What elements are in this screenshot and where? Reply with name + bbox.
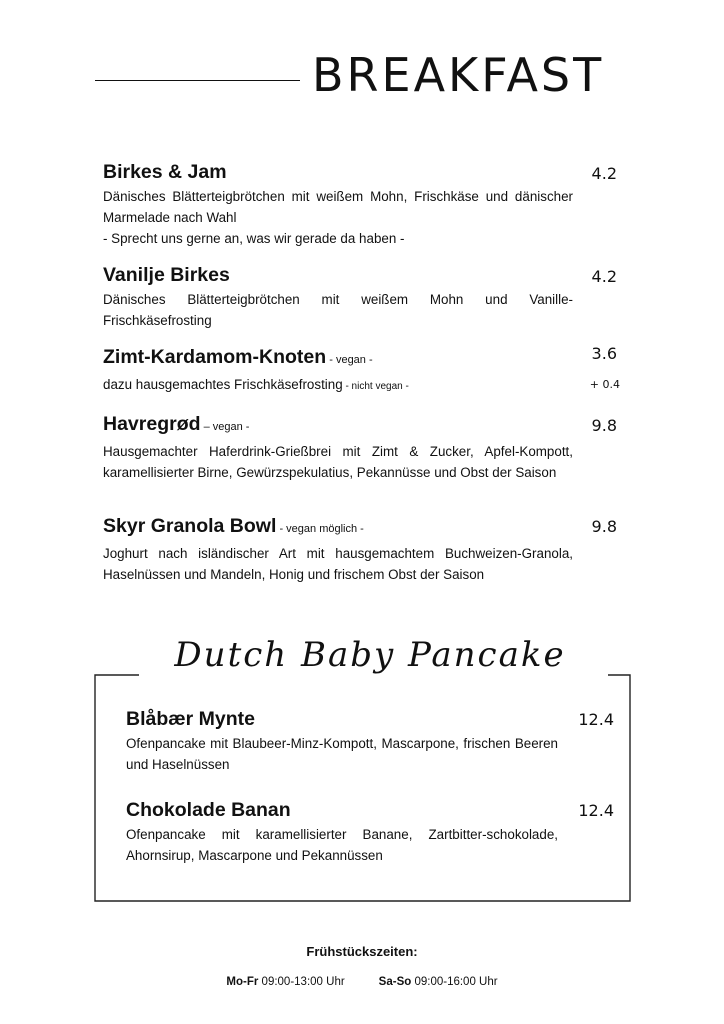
item-name: Zimt-Kardamom-Knoten xyxy=(103,346,327,368)
weekday-time: 09:00-13:00 Uhr xyxy=(258,976,345,988)
weekend-time: 09:00-16:00 Uhr xyxy=(411,976,498,988)
item-note: - Sprecht uns gerne an, was wir gerade da haben - xyxy=(103,231,405,246)
menu-item-skyr-granola-bowl xyxy=(103,514,573,585)
item-description: Ofenpancake mit Blaubeer-Minz-Kompott, Mascarpone, frischen Beeren und Haselnüssen xyxy=(126,736,558,772)
item-name: Skyr Granola Bowl xyxy=(103,515,277,537)
item-name: Chokolade Banan xyxy=(126,799,291,821)
page-title: BREAKFAST xyxy=(312,48,605,102)
item-price: 4.2 xyxy=(591,267,617,286)
item-extra-price: + 0.4 xyxy=(589,378,620,391)
hours-title: Frühstückszeiten: xyxy=(306,944,418,959)
item-name: Birkes & Jam xyxy=(103,161,227,183)
menu-item-zimt-kardamom-knoten xyxy=(103,345,573,397)
menu-item-chokolade-banan xyxy=(126,798,558,866)
header-rule xyxy=(95,80,300,81)
menu-item-birkes-jam xyxy=(103,160,573,249)
weekend-label: Sa-So xyxy=(378,976,412,988)
item-price: 4.2 xyxy=(591,164,617,183)
weekday-label: Mo-Fr xyxy=(226,976,259,988)
item-description-tag: - nicht vegan - xyxy=(342,381,409,392)
menu-item-blabaer-mynte xyxy=(126,707,558,775)
section-title: Dutch Baby Pancake xyxy=(174,635,566,675)
item-description xyxy=(103,374,573,397)
item-name: Havregrød xyxy=(103,413,201,435)
section-title-script xyxy=(150,622,590,684)
item-price: 9.8 xyxy=(591,416,617,435)
hours-row xyxy=(0,976,724,988)
item-description: Dänisches Blätterteigbrötchen mit weißem Mohn und Vanille-Frischkäsefrosting xyxy=(103,292,573,328)
item-tag: - vegan möglich - xyxy=(276,523,364,535)
menu-item-havregrod xyxy=(103,412,573,483)
item-name: Vanilje Birkes xyxy=(103,264,230,286)
item-description-text: dazu hausgemachtes Frischkäsefrosting xyxy=(103,377,343,392)
item-price: 12.4 xyxy=(578,710,614,729)
menu-item-vanilje-birkes xyxy=(103,263,573,331)
item-tag: – vegan - xyxy=(200,421,250,433)
item-description: Ofenpancake mit karamellisierter Banane, Zartbitter-schokolade, Ahornsirup, Mascarpone und Pekannüssen xyxy=(126,827,558,863)
item-description: Joghurt nach isländischer Art mit hausgemachtem Buchweizen-Granola, Haselnüssen und Mandeln, Honig und frischem Obst der Saison xyxy=(103,546,573,582)
item-description: Hausgemachter Haferdrink-Grießbrei mit Zimt & Zucker, Apfel-Kompott, karamellisierter Birne, Gewürzspekulatius, Pekannüsse und Obst der Saison xyxy=(103,444,573,480)
item-price: 12.4 xyxy=(578,801,614,820)
item-name: Blåbær Mynte xyxy=(126,708,255,730)
item-description: Dänisches Blätterteigbrötchen mit weißem Mohn, Frischkäse und dänischer Marmelade nach Wahl xyxy=(103,189,573,225)
item-price: 3.6 xyxy=(591,344,617,363)
item-tag: - vegan - xyxy=(326,354,373,366)
item-price: 9.8 xyxy=(591,517,617,536)
